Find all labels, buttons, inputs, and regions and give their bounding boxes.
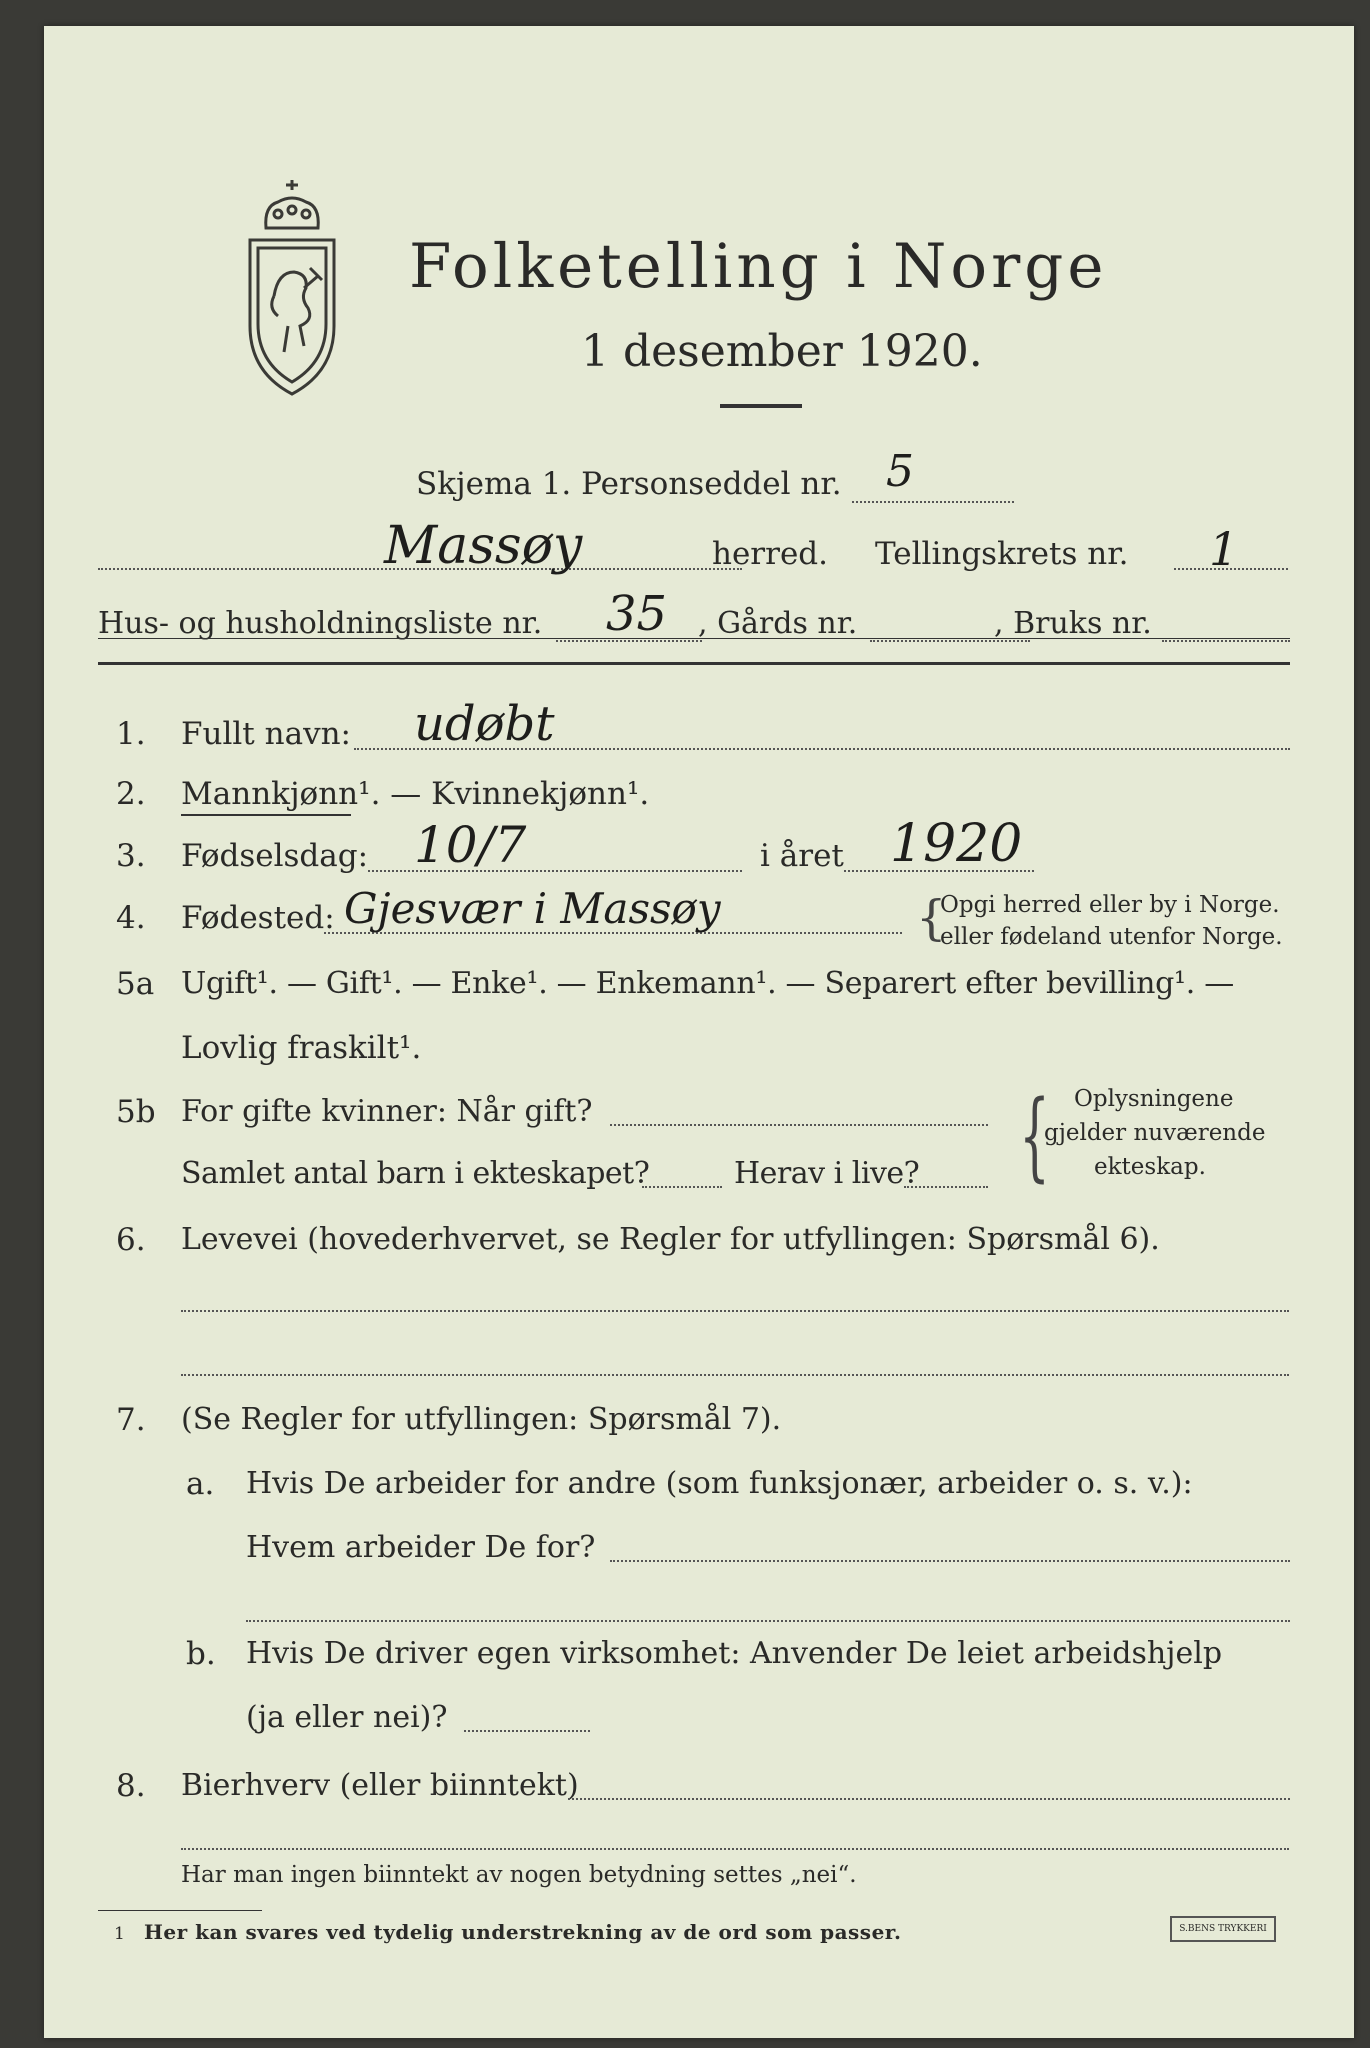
bruks-line[interactable] — [1162, 640, 1290, 642]
q7b-text-2: (ja eller nei)? — [246, 1700, 448, 1735]
q5b-live-line[interactable] — [904, 1186, 988, 1188]
form-title: Folketelling i Norge — [409, 231, 1108, 302]
q1-label: Fullt navn: — [181, 716, 351, 752]
q7a-text: Hvis De arbeider for andre (som funksjonær, arbeider o. s. v.): — [246, 1466, 1193, 1501]
q5b-number: 5b — [116, 1094, 156, 1130]
q8-line-2[interactable] — [181, 1848, 1289, 1850]
footnote-text: Her kan svares ved tydelig understrekning av de ord som passer. — [144, 1920, 902, 1944]
q5a-text: Ugift¹. — Gift¹. — Enke¹. — Enkemann¹. — Separert efter bevilling¹. — — [181, 966, 1234, 1001]
footnote-number: 1 — [114, 1924, 125, 1944]
q7-number: 7. — [116, 1402, 146, 1438]
q2-text: Mannkjønn¹. — Kvinnekjønn¹. — [181, 776, 650, 812]
bruks-label: , Bruks nr. — [994, 606, 1152, 641]
husholdning-value[interactable]: 35 — [606, 586, 668, 642]
q6-number: 6. — [116, 1222, 146, 1258]
q8-line-1[interactable] — [568, 1798, 1290, 1800]
q5b-barn-line[interactable] — [642, 1186, 722, 1188]
q4-note-2: eller fødeland utenfor Norge. — [940, 924, 1283, 950]
herred-value[interactable]: Massøy — [384, 516, 583, 576]
q7a-number: a. — [186, 1466, 215, 1502]
q8-number: 8. — [116, 1768, 146, 1804]
q7b-number: b. — [186, 1636, 216, 1672]
q7b-text: Hvis De driver egen virksomhet: Anvender De leiet arbeidshjelp — [246, 1636, 1223, 1671]
skjema-label: Skjema 1. Personseddel nr. — [416, 466, 842, 502]
title-divider — [720, 404, 802, 408]
q3-label: Fødselsdag: — [181, 838, 369, 874]
q5b-label-1: For gifte kvinner: Når gift? — [181, 1094, 593, 1129]
q7-text: (Se Regler for utfyllingen: Spørsmål 7). — [181, 1402, 782, 1437]
q5b-brace: { — [1019, 1080, 1050, 1192]
q8-text: Bierhverv (eller biinntekt) — [181, 1768, 579, 1803]
q5b-note-3: ekteskap. — [1094, 1154, 1206, 1180]
q6-line-2[interactable] — [181, 1374, 1289, 1376]
q1-number: 1. — [116, 716, 146, 752]
q6-text: Levevei (hovederhvervet, se Regler for utfyllingen: Spørsmål 6). — [181, 1222, 1160, 1257]
q4-brace: { — [916, 890, 947, 946]
personseddel-nr-line — [852, 501, 1014, 503]
gards-label: , Gårds nr. — [698, 606, 858, 641]
q7a-text-2: Hvem arbeider De for? — [246, 1530, 596, 1565]
personseddel-nr-value[interactable]: 5 — [886, 446, 914, 497]
q2-underline-mark — [181, 814, 351, 816]
q6-line-1[interactable] — [181, 1310, 1289, 1312]
q7a-line-1[interactable] — [610, 1560, 1290, 1562]
footnote-rule — [98, 1910, 262, 1911]
q3-year-label: i året — [760, 838, 844, 874]
q3-value[interactable]: 10/7 — [414, 816, 527, 874]
q5a-number: 5a — [116, 966, 155, 1002]
herred-label: herred. — [712, 536, 828, 572]
tellingskrets-value[interactable]: 1 — [1209, 522, 1239, 576]
q4-value[interactable]: Gjesvær i Massøy — [344, 884, 721, 933]
census-form-sheet — [44, 26, 1354, 2038]
q1-value[interactable]: udøbt — [414, 696, 555, 752]
census-date: 1 desember 1920. — [581, 326, 983, 377]
q3-year-value[interactable]: 1920 — [890, 814, 1023, 874]
q7b-line[interactable] — [464, 1730, 590, 1732]
q5b-label-3: Herav i live? — [734, 1156, 920, 1191]
q5b-label-2: Samlet antal barn i ekteskapet? — [181, 1156, 650, 1191]
q2-number: 2. — [116, 776, 146, 812]
tellingskrets-label: Tellingskrets nr. — [875, 536, 1129, 572]
biinntekt-note: Har man ingen biinntekt av nogen betydning settes „nei“. — [181, 1862, 857, 1888]
q5a-text-2: Lovlig fraskilt¹. — [181, 1030, 422, 1066]
header-rule — [98, 662, 1290, 665]
q4-label: Fødested: — [181, 900, 335, 936]
q5b-note-1: Oplysningene — [1074, 1086, 1234, 1112]
q7a-line-2[interactable] — [246, 1620, 1290, 1622]
q4-note-1: Opgi herred eller by i Norge. — [940, 892, 1280, 918]
q5b-note-2: gjelder nuværende — [1044, 1120, 1266, 1146]
q5b-gift-line[interactable] — [610, 1124, 988, 1126]
header-rule-thin — [98, 638, 1290, 639]
printer-stamp: S.BENS TRYKKERI — [1170, 1916, 1276, 1942]
husholdning-label: Hus- og husholdningsliste nr. — [98, 606, 543, 641]
q3-number: 3. — [116, 838, 146, 874]
coat-of-arms-icon — [244, 176, 340, 398]
q4-number: 4. — [116, 900, 146, 936]
